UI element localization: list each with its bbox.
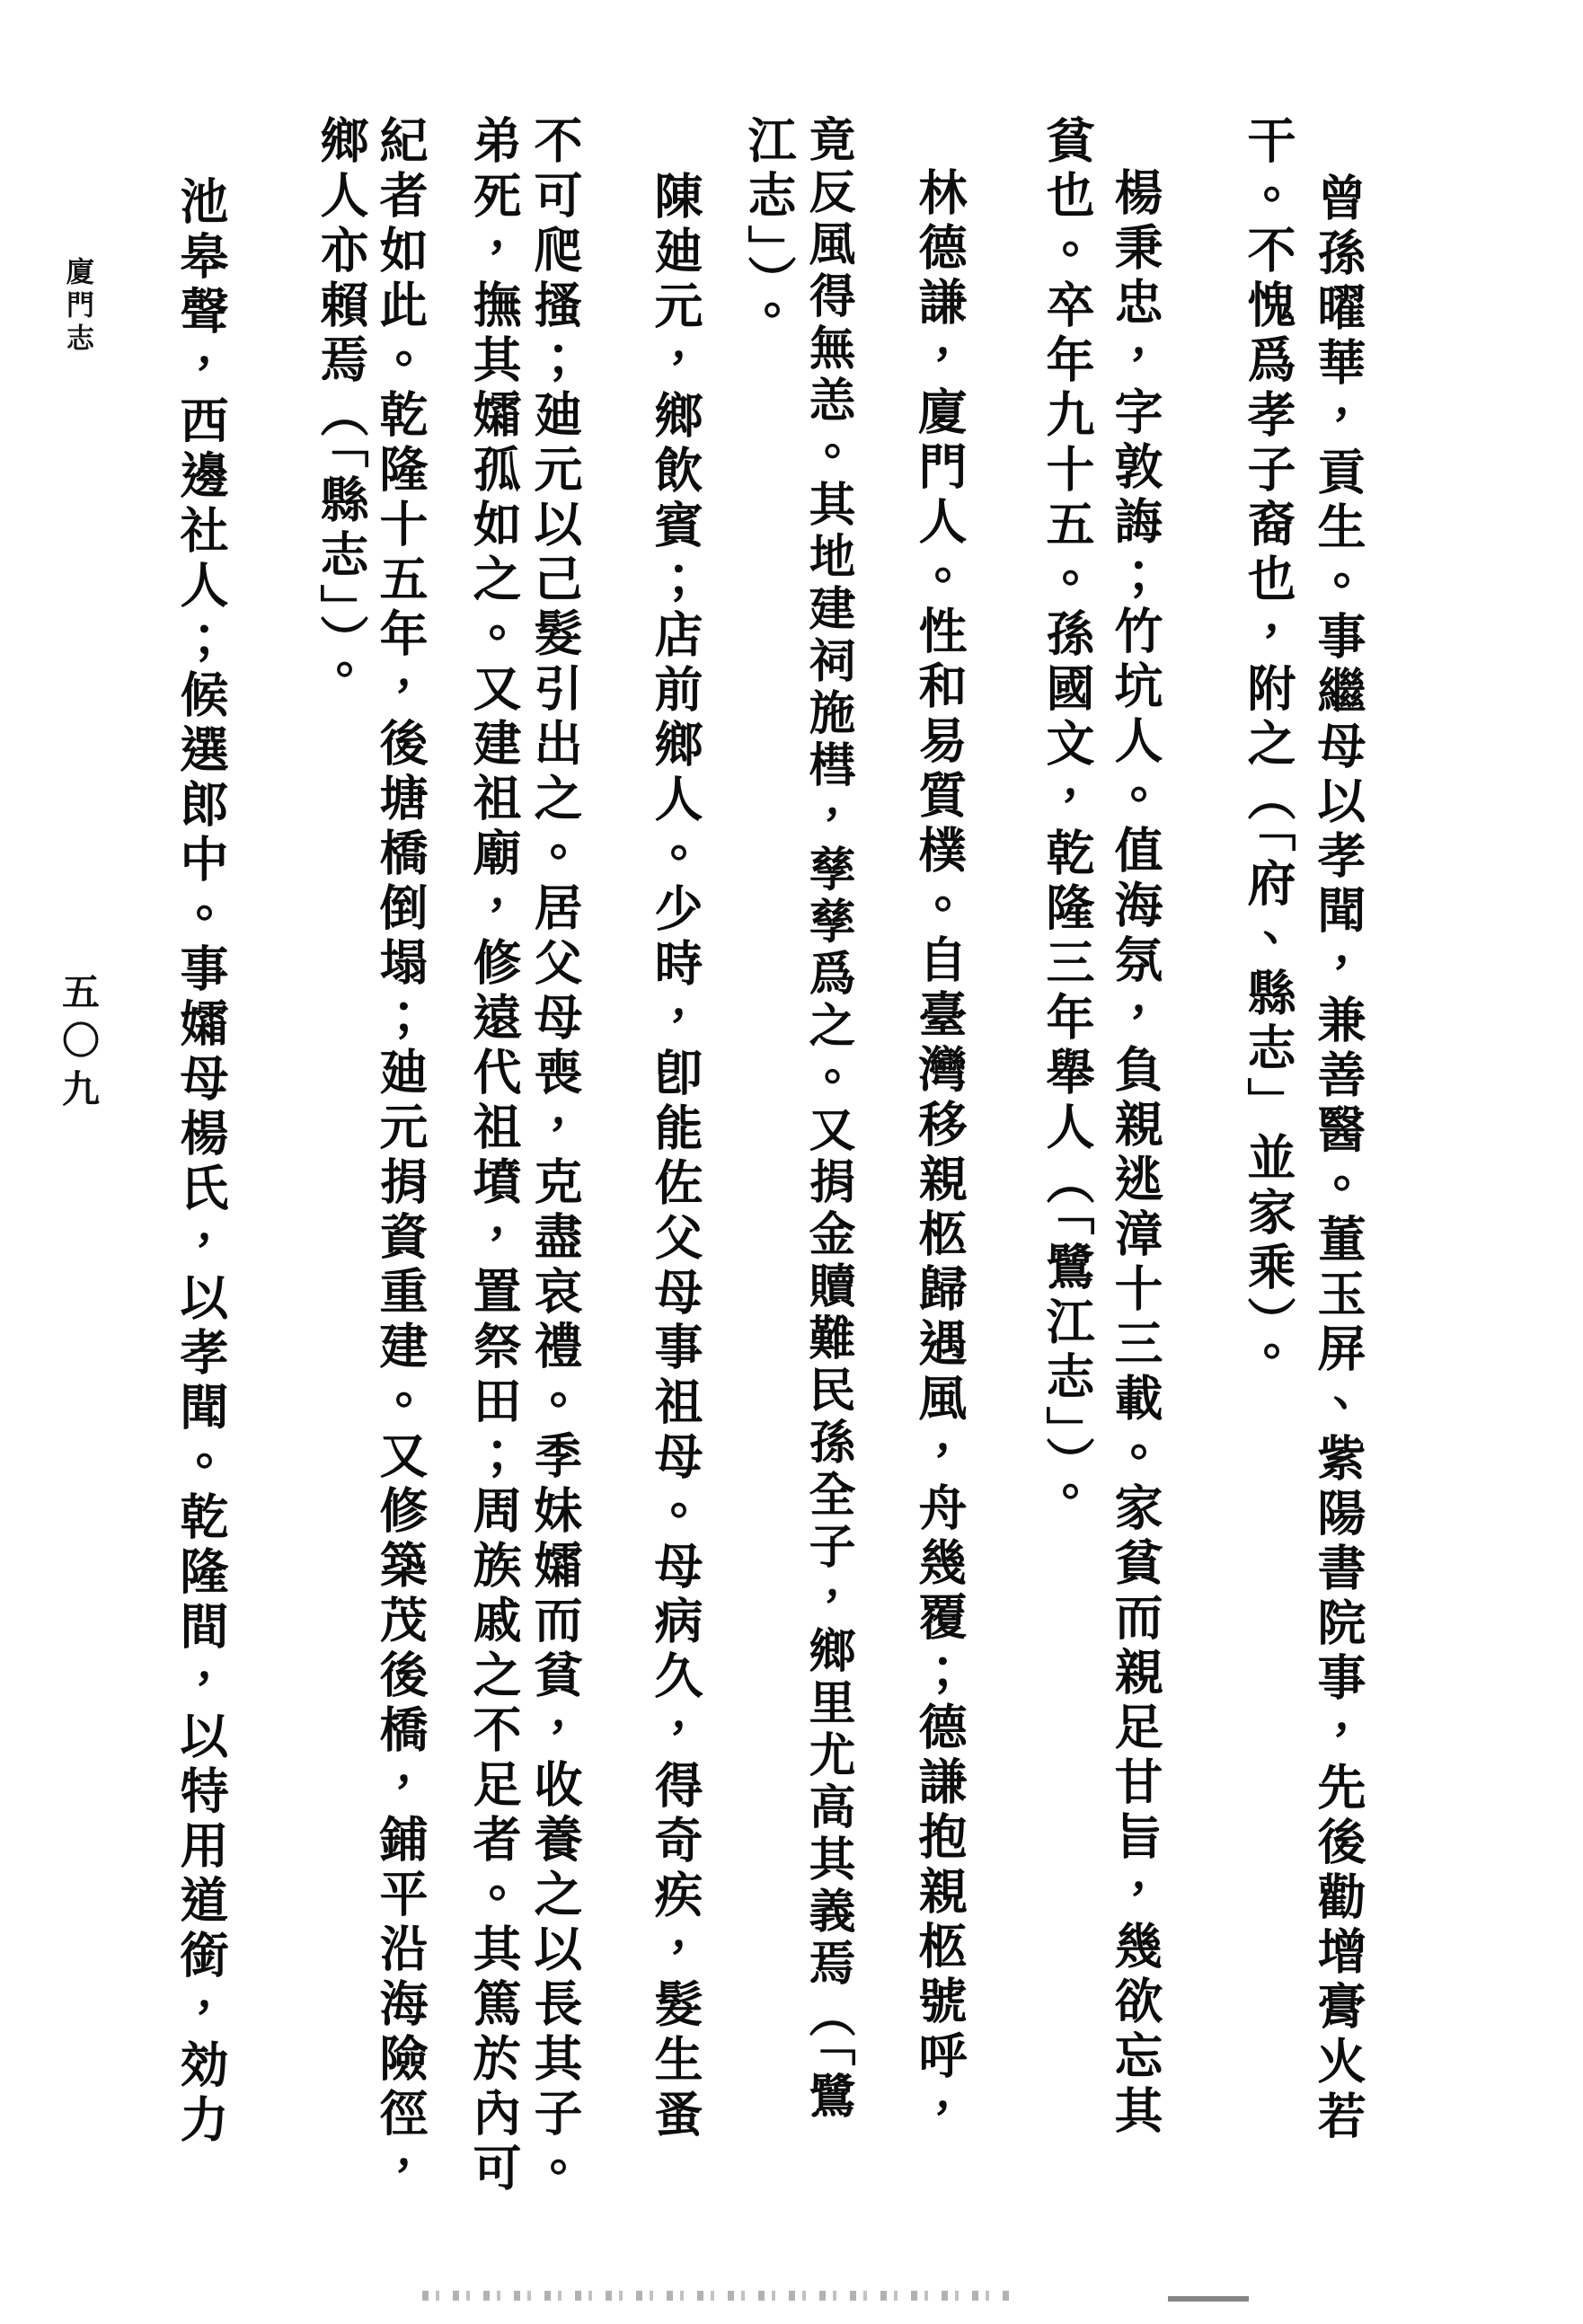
text-column: 江志」）。 [741, 115, 795, 340]
book-title-header: 廈門志 [62, 257, 93, 357]
text-column: 楊秉忠，字敦誨；竹坑人。值海氛，負親逃漳十三載。家貧而親足甘旨，幾欲忘其 [1108, 167, 1162, 2140]
text-column: 曾孫曜華，貢生。事繼母以孝聞，兼善醫。董玉屏、紫陽書院事，先後勸增膏火若 [1311, 172, 1365, 2145]
text-column: 池皋聲，西邊社人；候選郎中。事孀母楊氏，以孝聞。乾隆間，以特用道銜，効力 [173, 176, 227, 2149]
text-column: 林德謙，廈門人。性和易質樸。自臺灣移親柩歸遇風，舟幾覆；德謙抱親柩號呼， [912, 167, 966, 2140]
text-column: 竟反風得無恙。其地建祠施槥，孳孳爲之。又捐金贖難民孫全子，鄉里尤高其義焉（「鷺 [801, 115, 853, 2124]
text-column: 陳廸元，鄉飲賓；店前鄉人。少時，卽能佐父母事祖母。母病久，得奇疾，髮生蚤 [648, 171, 702, 2143]
text-column: 紀者如此。乾隆十五年，後塘橋倒塌；廸元捐資重建。又修築茂後橋，鋪平沿海險徑， [373, 115, 427, 2197]
scan-artifact [422, 2291, 1015, 2301]
text-column: 貧也。卒年九十五。孫國文，乾隆三年舉人（「鷺江志」）。 [1039, 115, 1093, 1522]
scan-artifact [1168, 2296, 1249, 2302]
text-column: 干。不愧爲孝子裔也，附之（「府、縣志」並家乘）。 [1241, 115, 1295, 1382]
text-column: 不可爬搔；廸元以己髮引出之。居父母喪，克盡哀禮。季妹孀而貧，收養之以長其子。 [527, 115, 581, 2197]
text-column: 鄉人亦賴焉（「縣志」）。 [314, 115, 367, 700]
folio-page-number: 五〇九 [57, 972, 98, 1118]
text-column: 弟死，撫其孀孤如之。又建祖廟，修遠代祖墳，置祭田；周族戚之不足者。其篤於內可 [466, 115, 520, 2197]
